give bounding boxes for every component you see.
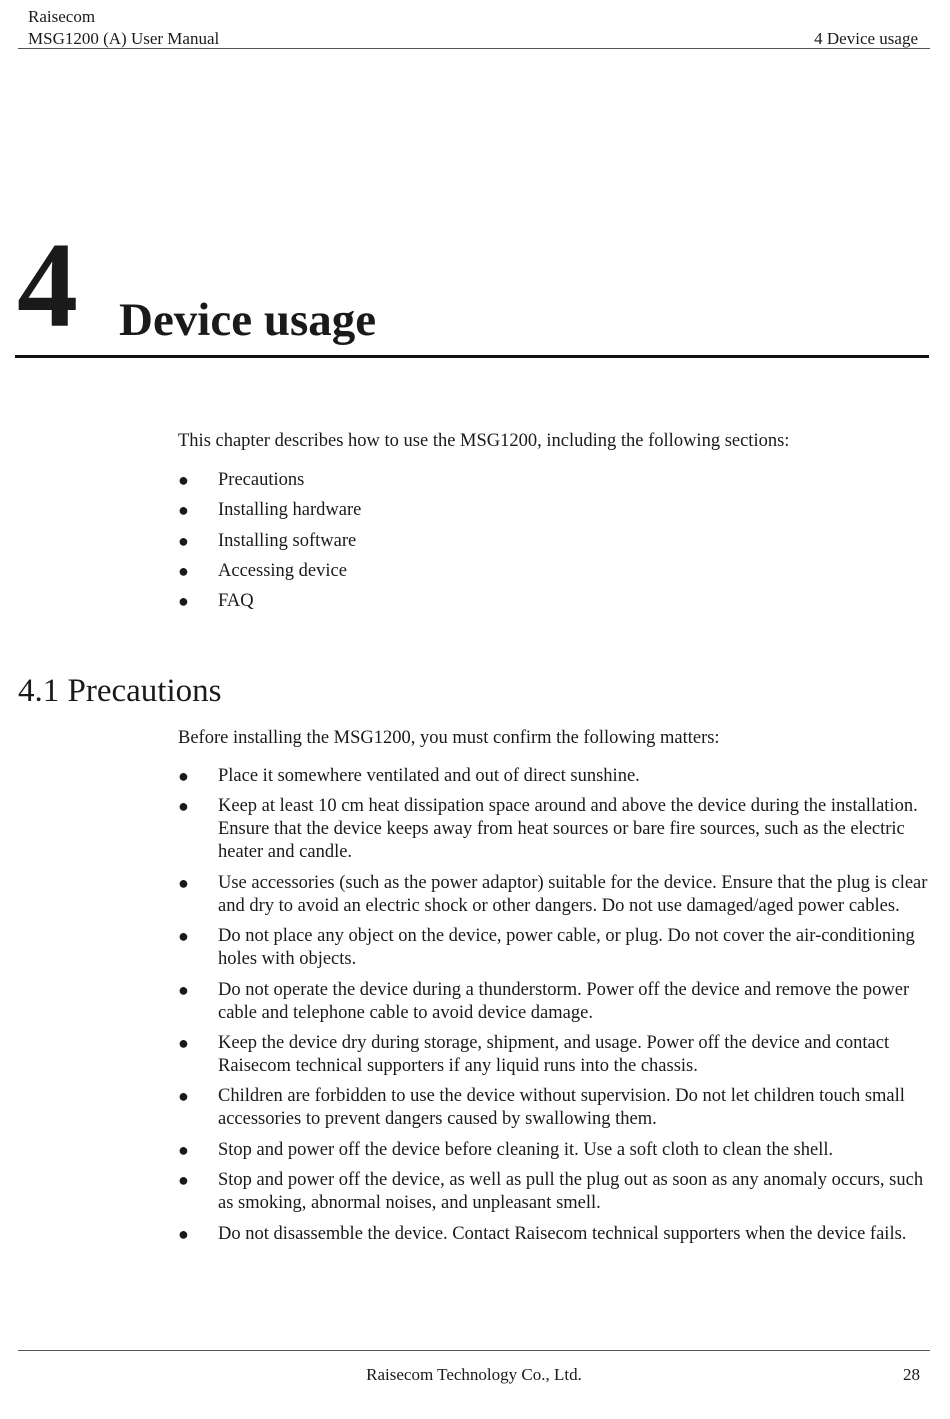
list-item-text: Accessing device — [218, 560, 347, 581]
bullet-icon: ● — [178, 1139, 189, 1160]
list-item — [178, 530, 936, 553]
bullet-icon: ● — [178, 872, 189, 893]
bullet-icon: ● — [178, 796, 189, 817]
bullet-icon: ● — [178, 500, 189, 521]
list-item — [178, 590, 936, 613]
list-item-text: Children are forbidden to use the device without supervision. Do not let children touch small accessories to prevent dangers caused by swallowing them. — [218, 1086, 905, 1130]
chapter-title: Device usage — [119, 294, 377, 346]
header-company: Raisecom — [28, 7, 96, 26]
list-item — [178, 560, 936, 583]
bullet-icon: ● — [178, 1032, 189, 1053]
list-item — [178, 1139, 936, 1162]
bullet-icon: ● — [178, 1086, 189, 1107]
list-item-text: Keep the device dry during storage, shipment, and usage. Power off the device and contact Raisecom technical supporters if any liquid runs into the chassis. — [218, 1032, 890, 1076]
page-footer — [18, 1350, 930, 1384]
bullet-icon: ● — [178, 530, 189, 551]
list-item — [178, 795, 936, 864]
list-item — [178, 979, 936, 1025]
list-item-text: FAQ — [218, 591, 254, 612]
list-item-text: Stop and power off the device before cleaning it. Use a soft cloth to clean the shell. — [218, 1139, 834, 1160]
list-item-text: Use accessories (such as the power adaptor) suitable for the device. Ensure that the plug is clear and dry to avoid an electric shock or other dangers. Do not use damaged/aged power cables. — [218, 872, 928, 916]
list-item-text: Stop and power off the device, as well as pull the plug out as soon as any anomaly occurs, such as smoking, abnormal noises, and unpleasant smell. — [218, 1170, 924, 1214]
bullet-icon: ● — [178, 591, 189, 612]
header-manual-title: MSG1200 (A) User Manual — [28, 29, 220, 48]
bullet-icon: ● — [178, 1223, 189, 1244]
list-item-text: Installing software — [218, 530, 357, 551]
list-item-text: Do not place any object on the device, power cable, or plug. Do not cover the air-conditioning holes with objects. — [218, 926, 915, 970]
list-item — [178, 925, 936, 971]
list-item-text: Installing hardware — [218, 500, 362, 521]
list-item — [178, 1032, 936, 1078]
list-item — [178, 872, 936, 918]
bullet-icon: ● — [178, 979, 189, 1000]
list-item-text: Keep at least 10 cm heat dissipation space around and above the device during the installation. Ensure that the device keeps away from heat sources or bare fire sources, such as the electric heater and candle. — [218, 796, 918, 863]
section-list — [178, 469, 936, 620]
list-item-text: Place it somewhere ventilated and out of direct sunshine. — [218, 766, 640, 786]
list-item-text: Precautions — [218, 470, 305, 490]
bullet-icon: ● — [178, 766, 189, 786]
chapter-heading — [15, 218, 929, 358]
list-item-text: Do not operate the device during a thunderstorm. Power off the device and remove the power cable and telephone cable to avoid device damage. — [218, 979, 910, 1023]
list-item — [178, 1169, 936, 1215]
intro-paragraph: This chapter describes how to use the MSG1200, including the following sections: — [178, 431, 790, 451]
precautions-list — [178, 765, 936, 1253]
footer-company: Raisecom Technology Co., Ltd. — [366, 1365, 582, 1384]
bullet-icon: ● — [178, 1170, 189, 1191]
bullet-icon: ● — [178, 560, 189, 581]
page-header — [18, 4, 930, 49]
page-number: 28 — [903, 1365, 920, 1384]
bullet-icon: ● — [178, 926, 189, 947]
section-title: 4.1 Precautions — [18, 673, 222, 709]
list-item — [178, 765, 936, 788]
bullet-icon: ● — [178, 470, 189, 490]
list-item — [178, 1085, 936, 1131]
list-item — [178, 1223, 936, 1246]
chapter-number: 4 — [17, 218, 78, 353]
precautions-intro: Before installing the MSG1200, you must confirm the following matters: — [178, 728, 720, 748]
header-chapter-ref: 4 Device usage — [814, 29, 918, 48]
list-item — [178, 499, 936, 522]
list-item — [178, 469, 936, 492]
list-item-text: Do not disassemble the device. Contact Raisecom technical supporters when the device fails. — [218, 1223, 907, 1244]
